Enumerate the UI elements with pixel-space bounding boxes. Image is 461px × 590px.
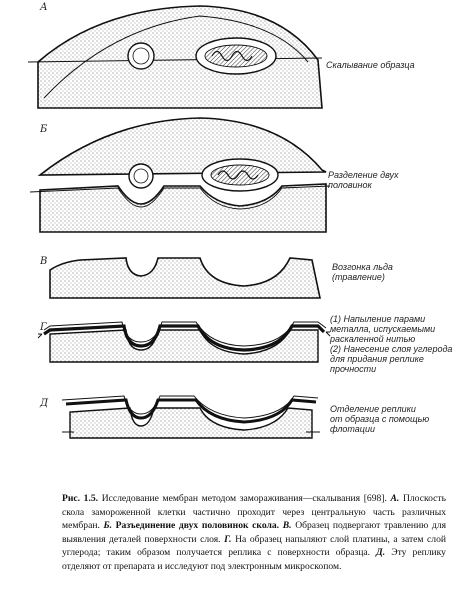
caption-lead: Рис. 1.5. — [62, 493, 99, 504]
panel-v-drawing — [50, 258, 320, 298]
caption-text-9: Д. — [376, 547, 386, 559]
panel-g-label-line: для придания реплике — [330, 354, 424, 364]
panel-g-label — [330, 314, 452, 374]
panel-b-label-line: половинок — [328, 180, 372, 190]
caption-text-10: Эту реплику отделяют от препарата и исследуют под электронным микроскопом. — [62, 547, 446, 572]
panel-b-letter: Б — [40, 124, 48, 135]
caption-text-0: Исследование мембран методом замораживания—скалывания [698]. — [101, 493, 391, 504]
panel-b-label-line: Разделение двух — [328, 170, 399, 180]
caption-text-5: В. — [282, 520, 292, 532]
panel-g-label-line: металла, испускаемыми — [330, 324, 436, 334]
panel-v-letter: В — [40, 256, 48, 267]
panel-d-label-line: флотации — [330, 424, 375, 434]
panel-g-label-line: прочности — [330, 364, 377, 374]
caption-text-7: Г. — [224, 533, 232, 545]
panel-a-label-line: Скалывание образца — [326, 60, 415, 70]
panel-a-letter: А — [40, 2, 48, 13]
panel-g-label-line: (1) Напыление парами — [330, 314, 426, 324]
panel-b-drawing — [30, 118, 330, 232]
caption-text-6: Образец подвергают травлению для выявления деталей поверхности слоя. — [62, 520, 447, 545]
panel-d-label-line: от образца с помощью — [330, 414, 430, 424]
panel-a-drawing — [28, 6, 322, 108]
panel-d-letter: Д — [40, 398, 49, 409]
caption-text-1: А. — [390, 493, 400, 504]
panel-v-label-line: (травление) — [332, 272, 385, 282]
caption-text-8: На образец напыляют слой платины, а затем слой углерода; таким образом получается реплика с поверхности образца. — [62, 533, 446, 559]
panel-v-label — [332, 262, 393, 282]
caption-text-4: Разъединение двух половинок скола. — [112, 520, 283, 532]
caption-text-3: Б. — [103, 520, 113, 532]
panel-d-label — [330, 404, 429, 434]
figure-caption — [62, 492, 446, 574]
panel-v-label-line: Возгонка льда — [332, 262, 393, 272]
panel-a-label — [326, 60, 415, 70]
panel-g-drawing — [38, 322, 330, 362]
panel-g-label-line: (2) Нанесение слоя углерода — [330, 344, 453, 354]
panel-d-drawing — [62, 396, 320, 438]
caption-text-2: Плоскость скола замороженной клетки частично проходит через центральную часть различных мембран. — [62, 493, 446, 532]
panel-g-letter: Г — [40, 322, 47, 333]
panel-b-label — [328, 170, 399, 190]
panel-d-label-line: Отделение реплики — [330, 404, 416, 414]
panel-g-label-line: раскаленной нитью — [330, 334, 416, 344]
